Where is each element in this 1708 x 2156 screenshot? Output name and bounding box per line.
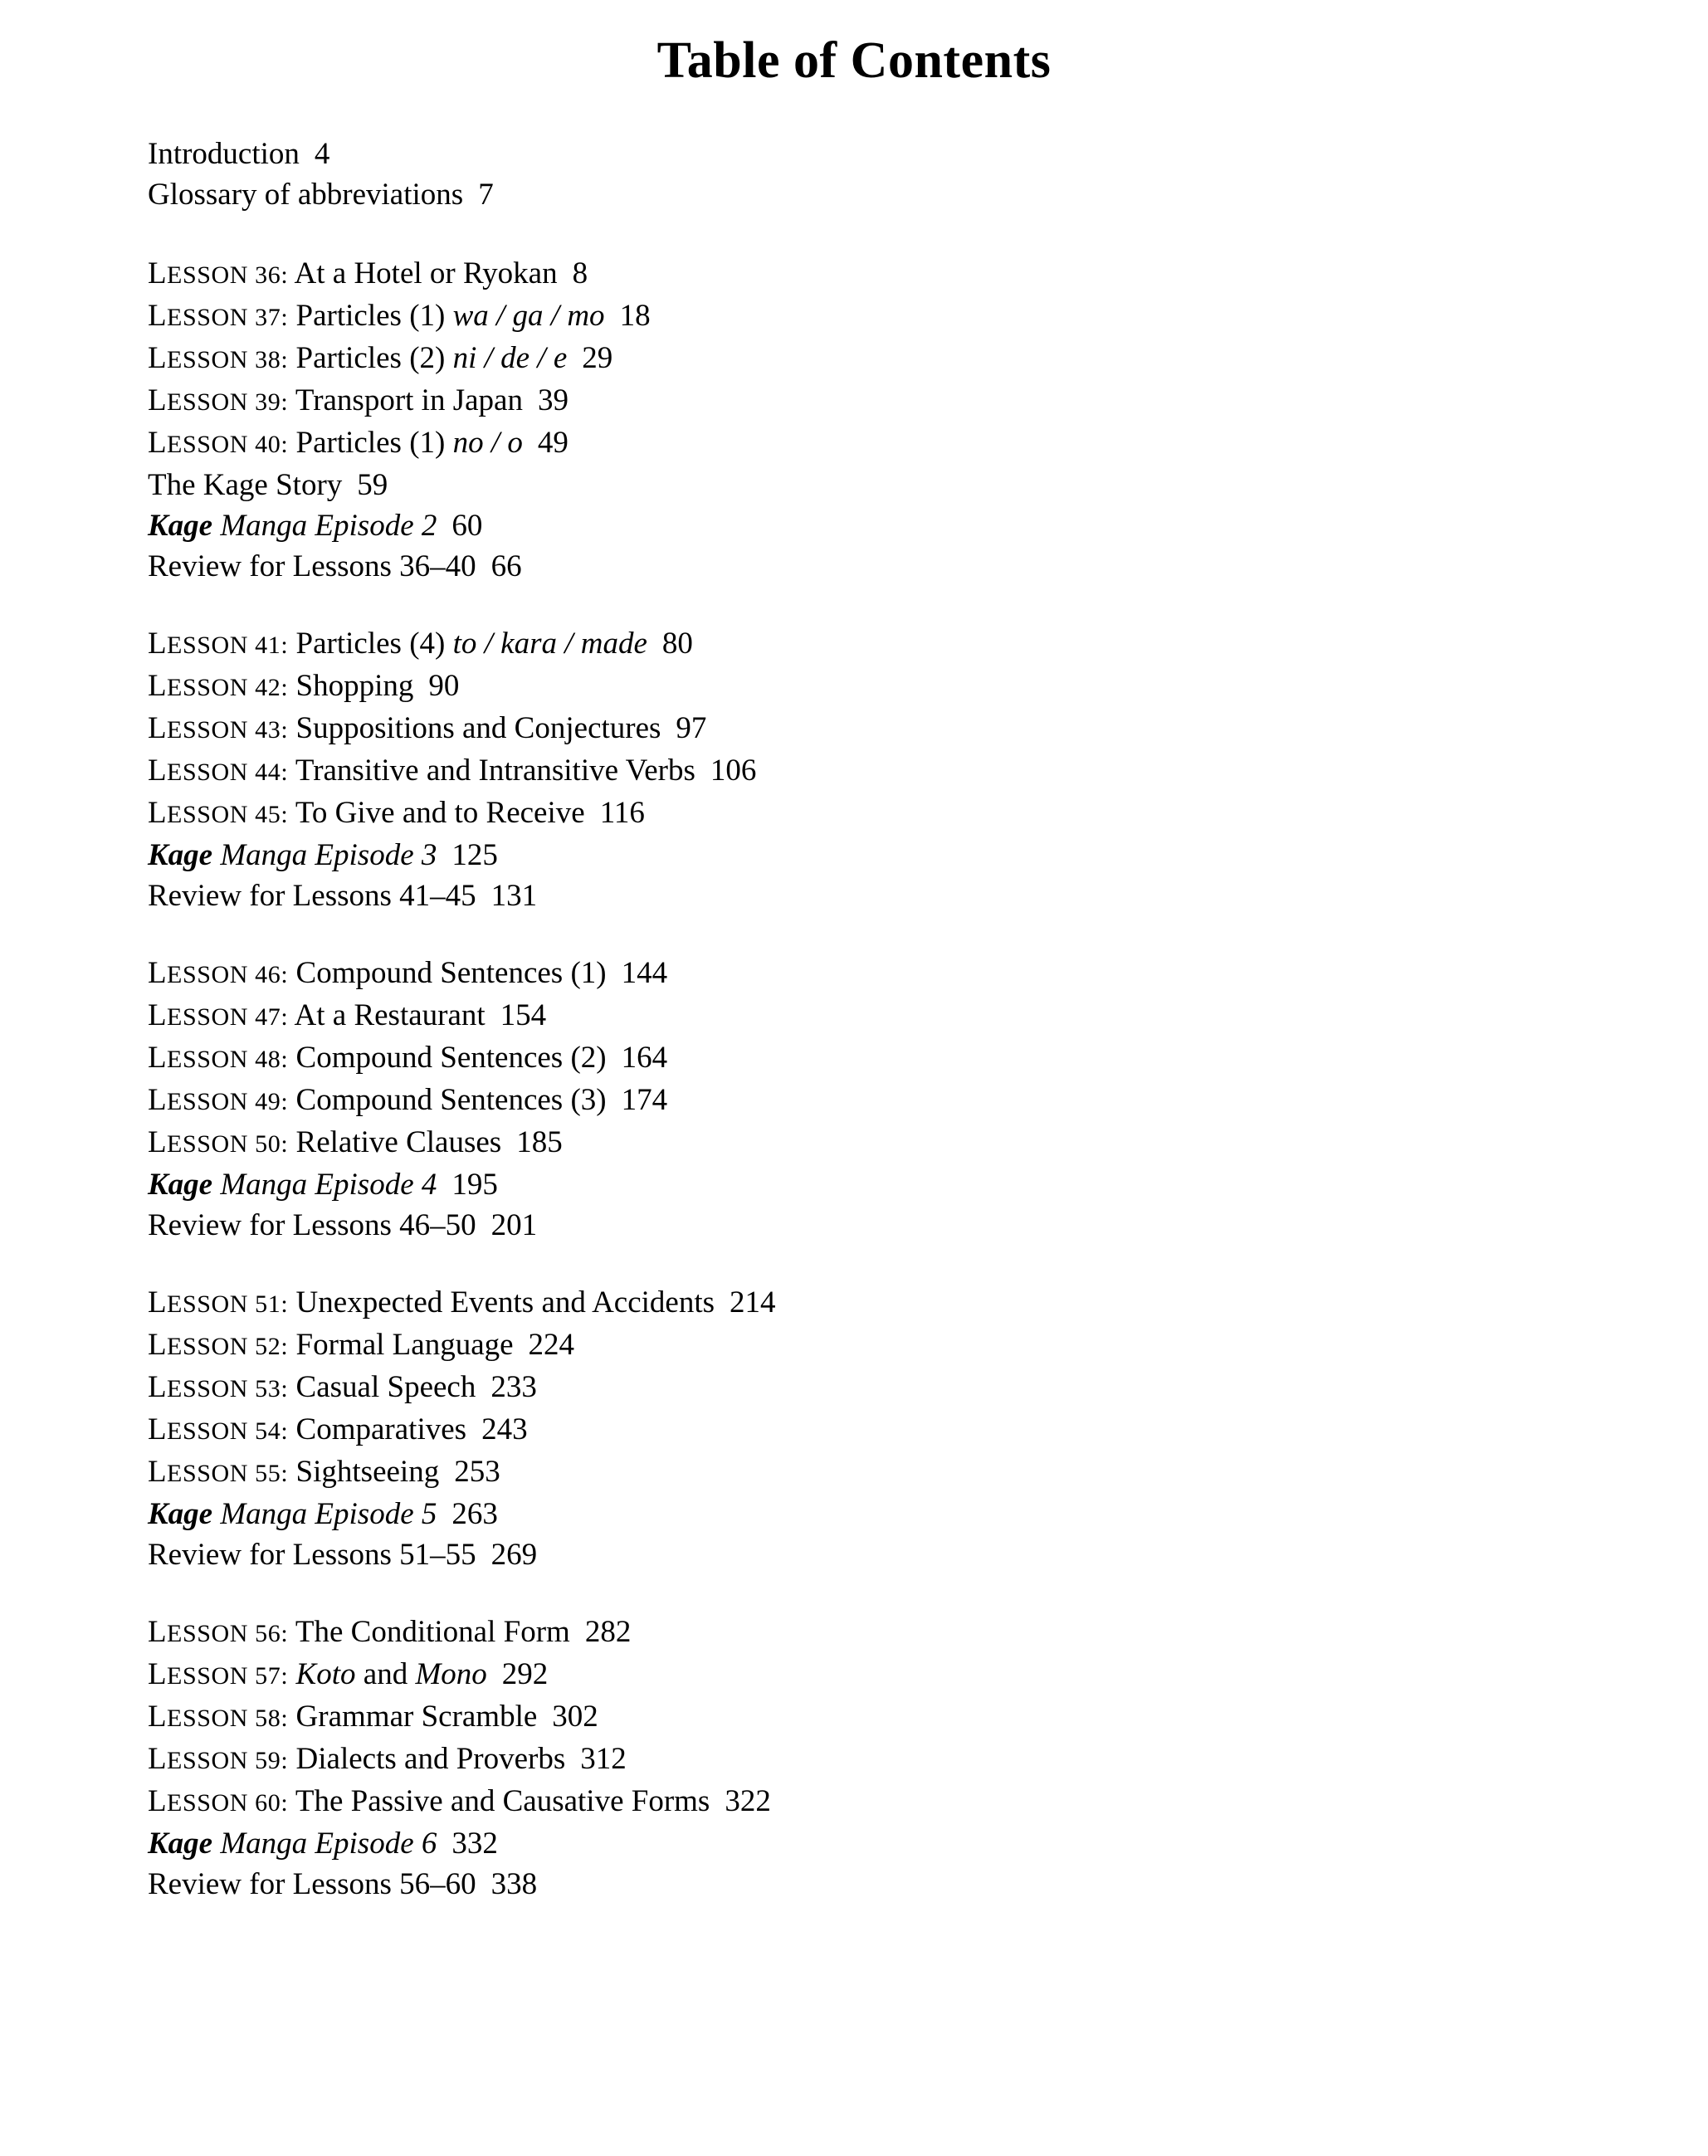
lesson-label: LESSON 39: — [148, 383, 289, 417]
list-item[interactable] — [148, 1324, 1608, 1367]
list-item[interactable] — [148, 750, 1608, 793]
entry-page: 282 — [584, 1615, 632, 1649]
entry-title: At a Restaurant — [294, 998, 486, 1032]
list-item[interactable] — [148, 1282, 1608, 1324]
lesson-label: LESSON 56: — [148, 1615, 289, 1649]
list-item[interactable] — [148, 835, 1608, 876]
entry-page: 80 — [661, 627, 693, 661]
list-item[interactable] — [148, 1781, 1608, 1823]
lesson-label: LESSON 50: — [148, 1125, 289, 1159]
entry-page: 29 — [582, 341, 613, 375]
lesson-label: LESSON 44: — [148, 754, 289, 788]
entry-page: 174 — [621, 1083, 668, 1117]
entry-page: 201 — [490, 1208, 538, 1242]
entry-title: Sightseeing — [295, 1455, 440, 1489]
list-item[interactable] — [148, 1534, 1608, 1575]
lesson-group-36-40 — [148, 253, 1608, 587]
list-item[interactable] — [148, 174, 1608, 215]
entry-title-italic: to / kara / made — [452, 627, 647, 661]
entry-page: 49 — [537, 426, 569, 460]
toc-body — [0, 134, 1708, 1905]
entry-title: Review for Lessons 46–50 — [148, 1208, 476, 1242]
list-item[interactable] — [148, 623, 1608, 666]
list-item[interactable] — [148, 1037, 1608, 1080]
entry-page: 154 — [500, 998, 547, 1032]
list-item[interactable] — [148, 876, 1608, 916]
list-item[interactable] — [148, 1612, 1608, 1654]
lesson-label: LESSON 51: — [148, 1285, 289, 1319]
lesson-label: LESSON 54: — [148, 1412, 289, 1446]
entry-title: Compound Sentences (1) — [295, 956, 607, 990]
lesson-group-56-60 — [148, 1612, 1608, 1905]
list-item[interactable] — [148, 1823, 1608, 1864]
entry-title: The Passive and Causative Forms — [295, 1784, 710, 1818]
list-item[interactable] — [148, 666, 1608, 708]
entry-title: Review for Lessons 56–60 — [148, 1867, 476, 1901]
list-item[interactable] — [148, 295, 1608, 338]
front-matter-group — [148, 134, 1608, 215]
entry-page: 116 — [599, 796, 645, 830]
entry-title-italic: wa / ga / mo — [452, 299, 605, 333]
entry-page: 332 — [451, 1827, 498, 1861]
list-item[interactable] — [148, 1739, 1608, 1781]
entry-title: Compound Sentences (3) — [295, 1083, 607, 1117]
lesson-label: LESSON 46: — [148, 956, 289, 990]
lesson-label: LESSON 48: — [148, 1041, 289, 1075]
list-item[interactable] — [148, 1451, 1608, 1494]
lesson-group-51-55 — [148, 1282, 1608, 1575]
list-item[interactable] — [148, 1205, 1608, 1246]
list-item[interactable] — [148, 1080, 1608, 1122]
entry-title-italic: Manga Episode 6 — [212, 1827, 437, 1861]
list-item[interactable] — [148, 1367, 1608, 1409]
lesson-group-46-50 — [148, 953, 1608, 1246]
entry-title: Review for Lessons 51–55 — [148, 1538, 476, 1572]
entry-page: 18 — [619, 299, 651, 333]
lesson-label: LESSON 38: — [148, 341, 289, 375]
list-item[interactable] — [148, 953, 1608, 995]
entry-page: 195 — [451, 1168, 498, 1202]
entry-title: Introduction — [148, 137, 300, 171]
entry-title: The Conditional Form — [295, 1615, 570, 1649]
page-title: Table of Contents — [656, 32, 1052, 89]
list-item[interactable] — [148, 253, 1608, 295]
entry-title: Shopping — [295, 669, 414, 703]
lesson-label: LESSON 41: — [148, 627, 289, 661]
entry-title-italic: Manga Episode 3 — [212, 838, 437, 872]
entry-title: Review for Lessons 36–40 — [148, 549, 476, 583]
entry-title: Particles (1) — [295, 299, 453, 333]
entry-page: 185 — [516, 1125, 563, 1159]
entry-title-italic: Manga Episode 4 — [212, 1168, 437, 1202]
entry-title: Particles (2) — [295, 341, 453, 375]
entry-page: 322 — [725, 1784, 771, 1818]
entry-page: 66 — [490, 549, 522, 583]
entry-page: 59 — [357, 468, 388, 502]
entry-title: Particles (4) — [295, 627, 453, 661]
entry-title: Suppositions and Conjectures — [295, 711, 661, 745]
entry-page: 269 — [490, 1538, 538, 1572]
lesson-label: LESSON 49: — [148, 1083, 289, 1117]
list-item[interactable] — [148, 1164, 1608, 1205]
entry-page: 125 — [451, 838, 498, 872]
manga-label: Kage — [148, 1168, 213, 1202]
entry-title: Grammar Scramble — [295, 1700, 538, 1734]
lesson-label: LESSON 60: — [148, 1784, 289, 1818]
list-item[interactable] — [148, 546, 1608, 587]
entry-page: 131 — [490, 879, 538, 913]
entry-title: To Give and to Receive — [295, 796, 585, 830]
list-item[interactable] — [148, 1696, 1608, 1739]
lesson-label: LESSON 37: — [148, 299, 289, 333]
entry-title: Casual Speech — [295, 1370, 476, 1404]
entry-title: Formal Language — [295, 1328, 514, 1362]
lesson-label: LESSON 53: — [148, 1370, 289, 1404]
entry-title-italic: Manga Episode 5 — [212, 1497, 437, 1531]
list-item[interactable] — [148, 1122, 1608, 1164]
entry-title: Transitive and Intransitive Verbs — [295, 754, 695, 788]
entry-page: 144 — [621, 956, 668, 990]
lesson-label: LESSON 45: — [148, 796, 289, 830]
entry-title: Comparatives — [295, 1412, 467, 1446]
lesson-label: LESSON 47: — [148, 998, 289, 1032]
entry-title: The Kage Story — [148, 468, 343, 502]
entry-page: 4 — [314, 137, 330, 171]
entry-page: 302 — [552, 1700, 598, 1734]
entry-page: 338 — [490, 1867, 538, 1901]
entry-page: 60 — [451, 509, 483, 543]
entry-page: 263 — [451, 1497, 498, 1531]
list-item[interactable] — [148, 380, 1608, 422]
lesson-label: LESSON 43: — [148, 711, 289, 745]
list-item[interactable] — [148, 1654, 1608, 1696]
entry-title: Relative Clauses — [295, 1125, 502, 1159]
entry-page: 90 — [428, 669, 460, 703]
lesson-label: LESSON 57: — [148, 1657, 289, 1691]
list-item[interactable] — [148, 465, 1608, 505]
entry-title-italic: ni / de / e — [452, 341, 568, 375]
lesson-label: LESSON 52: — [148, 1328, 289, 1362]
list-item[interactable] — [148, 338, 1608, 380]
manga-label: Kage — [148, 509, 213, 543]
entry-page: 97 — [676, 711, 707, 745]
entry-title: Compound Sentences (2) — [295, 1041, 607, 1075]
entry-title: Glossary of abbreviations — [148, 178, 464, 212]
entry-title: and — [355, 1657, 416, 1691]
manga-label: Kage — [148, 1827, 213, 1861]
list-item[interactable] — [148, 1409, 1608, 1451]
lesson-label: LESSON 59: — [148, 1742, 289, 1776]
lesson-label: LESSON 36: — [148, 256, 289, 290]
list-item[interactable] — [148, 793, 1608, 835]
lesson-label: LESSON 40: — [148, 426, 289, 460]
list-item[interactable] — [148, 505, 1608, 546]
list-item[interactable] — [148, 134, 1608, 174]
entry-page: 8 — [572, 256, 588, 290]
entry-title: Transport in Japan — [295, 383, 523, 417]
entry-title: Particles (1) — [295, 426, 453, 460]
lesson-group-41-45 — [148, 623, 1608, 916]
entry-page: 106 — [710, 754, 757, 788]
list-item[interactable] — [148, 1494, 1608, 1534]
entry-page: 7 — [478, 178, 494, 212]
entry-title: At a Hotel or Ryokan — [294, 256, 558, 290]
entry-title-italic: no / o — [452, 426, 523, 460]
entry-page: 292 — [501, 1657, 549, 1691]
entry-page: 243 — [481, 1412, 528, 1446]
list-item[interactable] — [148, 708, 1608, 750]
list-item[interactable] — [148, 995, 1608, 1037]
entry-page: 164 — [621, 1041, 668, 1075]
list-item[interactable] — [148, 1864, 1608, 1905]
entry-title-italic: Manga Episode 2 — [212, 509, 437, 543]
manga-label: Kage — [148, 1497, 213, 1531]
lesson-label: LESSON 42: — [148, 669, 289, 703]
entry-title-italic-2: Mono — [415, 1657, 487, 1691]
entry-page: 312 — [580, 1742, 627, 1776]
entry-title: Unexpected Events and Accidents — [295, 1285, 715, 1319]
entry-page: 253 — [454, 1455, 500, 1489]
lesson-label: LESSON 55: — [148, 1455, 289, 1489]
entry-page: 233 — [490, 1370, 537, 1404]
entry-page: 224 — [528, 1328, 575, 1362]
manga-label: Kage — [148, 838, 213, 872]
entry-page: 39 — [537, 383, 569, 417]
list-item[interactable] — [148, 422, 1608, 465]
entry-title: Dialects and Proverbs — [295, 1742, 566, 1776]
entry-title: Review for Lessons 41–45 — [148, 879, 476, 913]
toc-page — [0, 32, 1708, 2156]
entry-page: 214 — [730, 1285, 776, 1319]
lesson-label: LESSON 58: — [148, 1700, 289, 1734]
entry-title-italic: Koto — [295, 1657, 356, 1691]
